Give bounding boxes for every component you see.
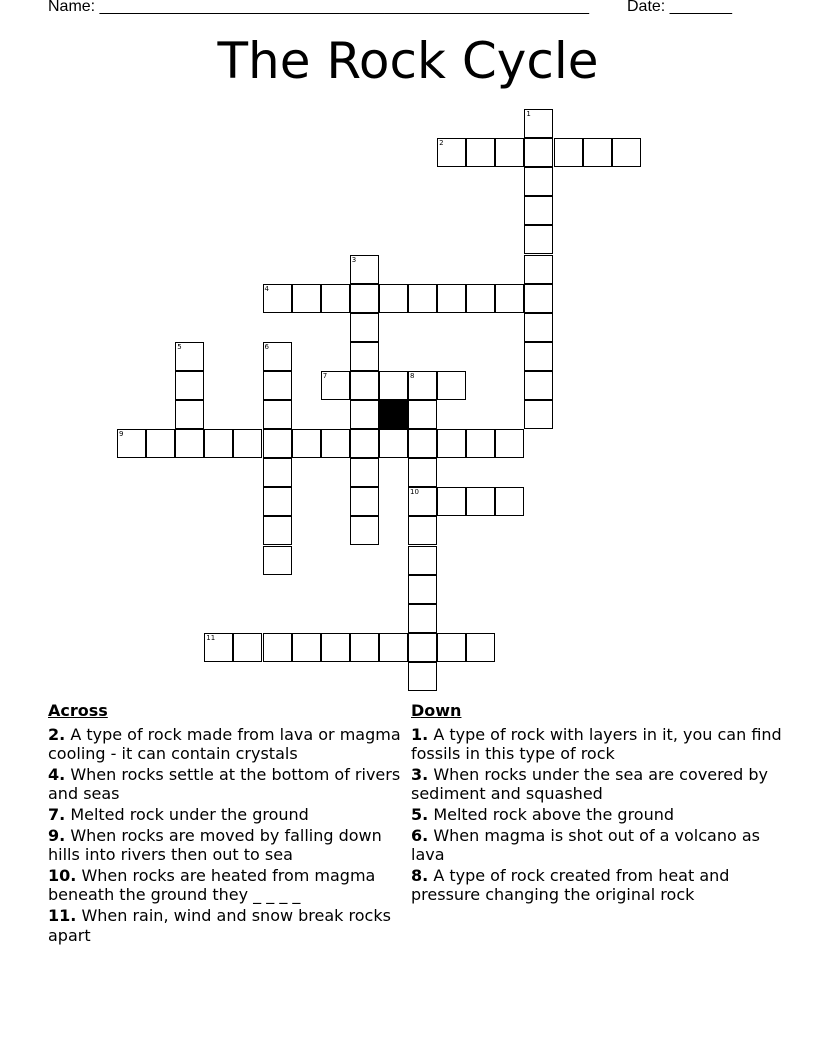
- clue-number-label: 9: [119, 430, 124, 439]
- grid-cell[interactable]: [321, 284, 350, 313]
- grid-cell[interactable]: [495, 487, 524, 516]
- grid-cell[interactable]: [350, 313, 379, 342]
- clue-text: A type of rock created from heat and pressure changing the original rock: [411, 865, 730, 905]
- grid-cell[interactable]: [379, 371, 408, 400]
- grid-cell[interactable]: [524, 138, 553, 167]
- grid-cell[interactable]: [524, 400, 553, 429]
- page-title: The Rock Cycle: [217, 32, 599, 90]
- grid-cell[interactable]: [437, 138, 466, 167]
- grid-cell[interactable]: [408, 487, 437, 516]
- clue-down-8: [411, 866, 791, 905]
- grid-cell[interactable]: [495, 138, 524, 167]
- clue-text: When rocks are moved by falling down hills into rivers then out to sea: [48, 825, 382, 865]
- grid-cell[interactable]: [350, 487, 379, 516]
- clue-number: 11.: [48, 905, 77, 925]
- grid-cell[interactable]: [379, 429, 408, 458]
- grid-cell[interactable]: [292, 429, 321, 458]
- grid-cell[interactable]: [437, 429, 466, 458]
- grid-cell[interactable]: [495, 284, 524, 313]
- grid-cell[interactable]: [263, 487, 292, 516]
- clue-across-4: [48, 765, 408, 804]
- grid-cell[interactable]: [263, 342, 292, 371]
- grid-cell[interactable]: [612, 138, 641, 167]
- grid-cell[interactable]: [350, 633, 379, 662]
- clue-number: 7.: [48, 804, 66, 824]
- clue-number: 1.: [411, 724, 429, 744]
- clue-number-label: 7: [322, 371, 328, 380]
- grid-cell[interactable]: [524, 255, 553, 284]
- grid-cell[interactable]: [408, 516, 437, 545]
- clue-number-label: 8: [410, 371, 415, 380]
- clue-down-1: [411, 725, 791, 764]
- grid-cell[interactable]: [350, 284, 379, 313]
- grid-cell[interactable]: [524, 313, 553, 342]
- grid-cell[interactable]: [524, 167, 553, 196]
- grid-cell[interactable]: [408, 546, 437, 575]
- clue-text: When rain, wind and snow break rocks apart: [48, 905, 391, 945]
- clue-text: Melted rock under the ground: [70, 804, 309, 824]
- grid-cell[interactable]: [524, 109, 553, 138]
- grid-cell[interactable]: [408, 604, 437, 633]
- grid-cell[interactable]: [466, 138, 495, 167]
- clue-number: 4.: [48, 764, 66, 784]
- clue-across-7: [48, 805, 408, 825]
- grid-cell[interactable]: [175, 400, 204, 429]
- grid-cell[interactable]: [408, 400, 437, 429]
- grid-cell[interactable]: [233, 429, 262, 458]
- grid-cell[interactable]: [175, 429, 204, 458]
- clue-text: When rocks are heated from magma beneath the ground they _ _ _ _: [48, 865, 376, 905]
- grid-cell[interactable]: [466, 429, 495, 458]
- grid-cell[interactable]: [408, 662, 437, 691]
- grid-cell[interactable]: [466, 487, 495, 516]
- grid-cell[interactable]: [263, 633, 292, 662]
- clue-number-label: 4: [264, 284, 269, 293]
- grid-cell[interactable]: [437, 633, 466, 662]
- grid-cell[interactable]: [408, 575, 437, 604]
- grid-cell[interactable]: [437, 487, 466, 516]
- grid-cell[interactable]: [175, 342, 204, 371]
- clue-number-label: 11: [206, 633, 216, 642]
- clue-number: 9.: [48, 825, 66, 845]
- grid-cell[interactable]: [350, 516, 379, 545]
- grid-cell[interactable]: [350, 400, 379, 429]
- grid-cell[interactable]: [292, 284, 321, 313]
- clue-text: When rocks under the sea are covered by sediment and squashed: [411, 764, 768, 804]
- grid-cell[interactable]: [583, 138, 612, 167]
- clue-number: 5.: [411, 804, 429, 824]
- grid-cell[interactable]: [495, 429, 524, 458]
- grid-cell[interactable]: [408, 429, 437, 458]
- grid-cell[interactable]: [437, 371, 466, 400]
- grid-cell[interactable]: [263, 546, 292, 575]
- clue-number: 10.: [48, 865, 77, 885]
- grid-cell[interactable]: [408, 633, 437, 662]
- grid-cell[interactable]: [350, 458, 379, 487]
- date-line: Date: _______: [627, 0, 732, 15]
- clue-text: A type of rock with layers in it, you can find fossils in this type of rock: [411, 724, 782, 764]
- grid-cell[interactable]: [524, 284, 553, 313]
- clue-text: Melted rock above the ground: [433, 804, 675, 824]
- clue-number-label: 10: [410, 488, 419, 497]
- grid-cell[interactable]: [263, 516, 292, 545]
- clue-across-10: [48, 866, 408, 905]
- clue-text: When magma is shot out of a volcano as lava: [411, 825, 761, 865]
- grid-cell[interactable]: [466, 284, 495, 313]
- grid-cell[interactable]: [379, 284, 408, 313]
- grid-cell[interactable]: [524, 342, 553, 371]
- grid-cell[interactable]: [263, 458, 292, 487]
- grid-cell[interactable]: [321, 633, 350, 662]
- across-clues: [48, 701, 408, 946]
- grid-cell[interactable]: [524, 371, 553, 400]
- clue-number-label: 5: [177, 342, 182, 351]
- clue-text: A type of rock made from lava or magma cooling - it can contain crystals: [48, 724, 401, 764]
- clue-text: When rocks settle at the bottom of rivers and seas: [48, 764, 401, 804]
- clue-across-9: [48, 826, 408, 865]
- grid-cell[interactable]: [466, 633, 495, 662]
- grid-cell[interactable]: [350, 342, 379, 371]
- grid-cell[interactable]: [350, 429, 379, 458]
- down-heading: Down: [411, 701, 462, 720]
- clue-down-6: [411, 826, 791, 865]
- clue-number: 3.: [411, 764, 429, 784]
- clue-across-11: [48, 906, 408, 945]
- grid-cell[interactable]: [554, 138, 583, 167]
- across-heading: Across: [48, 701, 108, 720]
- clue-down-3: [411, 765, 791, 804]
- grid-cell[interactable]: [321, 429, 350, 458]
- grid-cell[interactable]: [292, 633, 321, 662]
- grid-cell[interactable]: [117, 429, 146, 458]
- clue-down-5: [411, 805, 791, 825]
- grid-cell[interactable]: [350, 255, 379, 284]
- grid-cell[interactable]: [408, 458, 437, 487]
- name-line: Name: _______________________________________________________: [48, 0, 589, 15]
- grid-cell[interactable]: [437, 284, 466, 313]
- grid-cell[interactable]: [263, 429, 292, 458]
- grid-cell[interactable]: [524, 225, 553, 254]
- grid-cell[interactable]: [350, 371, 379, 400]
- grid-cell[interactable]: [524, 196, 553, 225]
- grid-cell[interactable]: [175, 371, 204, 400]
- grid-cell[interactable]: [379, 633, 408, 662]
- grid-cell[interactable]: [321, 371, 350, 400]
- black-cell: [379, 400, 408, 429]
- grid-cell[interactable]: [204, 429, 233, 458]
- clue-number-label: 2: [439, 139, 444, 148]
- grid-cell[interactable]: [146, 429, 175, 458]
- grid-cell[interactable]: [408, 371, 437, 400]
- down-clues: [411, 701, 791, 906]
- grid-cell[interactable]: [408, 284, 437, 313]
- grid-cell[interactable]: [263, 284, 292, 313]
- clue-number-label: 1: [526, 110, 531, 118]
- grid-cell[interactable]: [263, 400, 292, 429]
- clue-number: 2.: [48, 724, 66, 744]
- clue-across-2: [48, 725, 408, 764]
- clue-number: 8.: [411, 865, 429, 885]
- grid-cell[interactable]: [233, 633, 262, 662]
- clue-number-label: 6: [264, 342, 269, 351]
- clue-number-label: 3: [351, 255, 357, 264]
- clue-number: 6.: [411, 825, 429, 845]
- grid-cell[interactable]: [204, 633, 233, 662]
- grid-cell[interactable]: [263, 371, 292, 400]
